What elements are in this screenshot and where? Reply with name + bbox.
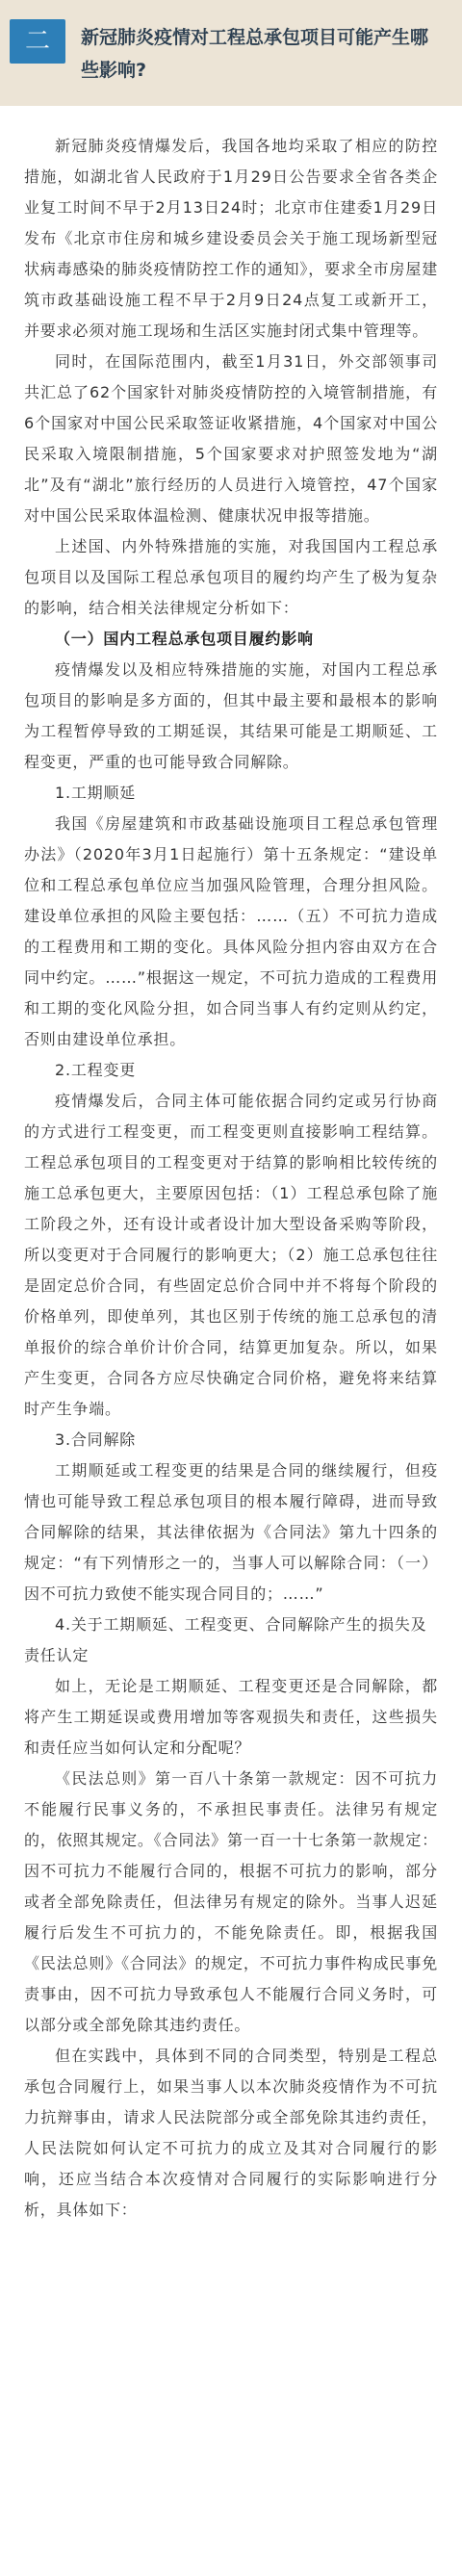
section-number-badge: 二 [10,19,65,64]
paragraph: 如上，无论是工期顺延、工程变更还是合同解除，都将产生工期延误或费用增加等客观损失和责任，这些损失和责任应当如何认定和分配呢？ [24,1677,438,1757]
numbered-heading: 2.工程变更 [55,1061,137,1079]
paragraph: 疫情爆发以及相应特殊措施的实施，对国内工程总承包项目的影响是多方面的，但其中最主要和最根本的影响为工程暂停导致的工期延误，其结果可能是工期顺延、工程变更，严重的也可能导致合同解除。 [24,660,438,771]
paragraph: 上述国、内外特殊措施的实施，对我国国内工程总承包项目以及国际工程总承包项目的履约均产生了极为复杂的影响，结合相关法律规定分析如下： [24,537,438,617]
paragraph: 《民法总则》第一百八十条第一款规定：因不可抗力不能履行民事义务的，不承担民事责任。法律另有规定的，依照其规定。《合同法》第一百一十七条第一款规定：因不可抗力不能履行合同的，根据不可抗力的影响，部分或者全部免除责任，但法律另有规定的除外。当事人迟延履行后发生不可抗力的，不能免除责任。即，根据我国《民法总则》《合同法》的规定，不可抗力事件构成民事免责事由，因不可抗力导致承包人不能履行合同义务时，可以部分或全部免除其违约责任。 [24,1769,438,2034]
paragraph: 工期顺延或工程变更的结果是合同的继续履行，但疫情也可能导致工程总承包项目的根本履行障碍，进而导致合同解除的结果，其法律依据为《合同法》第九十四条的规定：“有下列情形之一的，当事人可以解除合同：（一）因不可抗力致使不能实现合同目的；……” [24,1461,438,1603]
numbered-heading: 1.工期顺延 [55,784,137,802]
paragraph: 新冠肺炎疫情爆发后，我国各地均采取了相应的防控措施，如湖北省人民政府于1月29日公告要求全省各类企业复工时间不早于2月13日24时；北京市住建委1月29日发布《北京市住房和城乡建设委员会关于施工现场新型冠状病毒感染的肺炎疫情防控工作的通知》，要求全市房屋建筑市政基础设施工程不早于2月9日24点复工或新开工，并要求必须对施工现场和生活区实施封闭式集中管理等。 [24,137,438,340]
paragraph: 疫情爆发后，合同主体可能依据合同约定或另行协商的方式进行工程变更，而工程变更则直接影响工程结算。工程总承包项目的工程变更对于结算的影响相比较传统的施工总承包更大，主要原因包括：（1）工程总承包除了施工阶段之外，还有设计或者设计加大型设备采购等阶段，所以变更对于合同履行的影响更大；（2）施工总承包往往是固定总价合同，有些固定总价合同中并不将每个阶段的价格单列，即使单列，其也区别于传统的施工总承包的清单报价的综合单价计价合同，结算更加复杂。所以，如果产生变更，合同各方应尽快确定合同价格，避免将来结算时产生争端。 [24,1092,438,1418]
article-body [24,131,438,2226]
numbered-heading: 3.合同解除 [55,1430,137,1449]
subheading: （一）国内工程总承包项目履约影响 [55,630,314,648]
paragraph: 但在实践中，具体到不同的合同类型，特别是工程总承包合同履行上，如果当事人以本次肺炎疫情作为不可抗力抗辩事由，请求人民法院部分或全部免除其违约责任，人民法院如何认定不可抗力的成立及其对合同履行的影响，还应当结合本次疫情对合同履行的实际影响进行分析，具体如下： [24,2047,438,2219]
section-title: 新冠肺炎疫情对工程总承包项目可能产生哪些影响? [81,27,429,81]
paragraph: 我国《房屋建筑和市政基础设施项目工程总承包管理办法》（2020年3月1日起施行）第十五条规定：“建设单位和工程总承包单位应当加强风险管理，合理分担风险。建设单位承担的风险主要包括：……（五）不可抗力造成的工程费用和工期的变化。具体风险分担内容由双方在合同中约定。……”根据这一规定，不可抗力造成的工程费用和工期的变化风险分担，如合同当事人有约定则从约定，否则由建设单位承担。 [24,814,438,1048]
paragraph: 同时，在国际范围内，截至1月31日，外交部领事司共汇总了62个国家针对肺炎疫情防控的入境管制措施，有6个国家对中国公民采取签证收紧措施，4个国家对中国公民采取入境限制措施，5个国家要求对护照签发地为“湖北”及有“湖北”旅行经历的人员进行入境管控，47个国家对中国公民采取体温检测、健康状况申报等措施。 [24,352,438,525]
numbered-heading: 4.关于工期顺延、工程变更、合同解除产生的损失及责任认定 [24,1615,427,1664]
section-header [0,0,462,106]
